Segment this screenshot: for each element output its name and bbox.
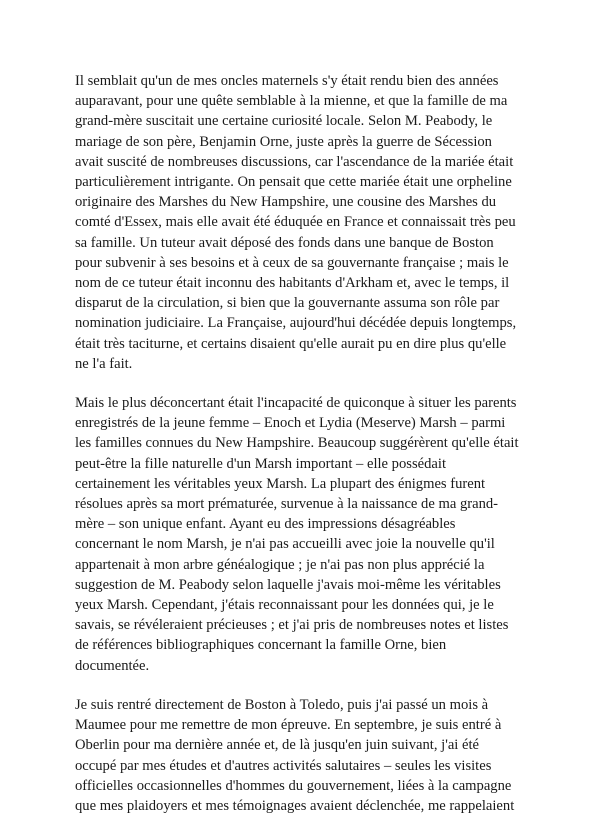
paragraph-2: Mais le plus déconcertant était l'incapacité de quiconque à situer les parents enregistrés de la jeune femme – Enoch et Lydia (Meserve) Marsh – parmi les familles connues du New Hampshire. Beaucoup suggérèrent qu'elle était peut-être la fille naturelle d'un Marsh important – elle possédait certainement les véritables yeux Marsh. La plupart des énigmes furent résolues après sa mort prématurée, survenue à la naissance de ma grand- mère – son unique enfant. Ayant eu des impressions désagréables concernant le nom Marsh, je n'ai pas accueilli avec joie la nouvelle qu'il appartenait à mon arbre généalogique ; je n'ai pas non plus apprécié la suggestion de M. Peabody selon laquelle j'avais moi-même les véritables yeux Marsh. Cependant, j'étais reconnaissant pour les données qui, je le savais, se révéleraient précieuses ; et j'ai pris de nombreuses notes et listes de références bibliographiques concernant la famille Orne, bien documentée.	[75, 395, 519, 674]
paragraph-1: Il semblait qu'un de mes oncles maternels s'y était rendu bien des années auparavant, pour une quête semblable à la mienne, et que la famille de ma grand-mère suscitait une certaine curiosité locale. Selon M. Peabody, le mariage de son père, Benjamin Orne, juste après la guerre de Sécession avait suscité de nombreuses discussions, car l'ascendance de la mariée était particulièrement intrigante. On pensait que cette mariée était une orpheline originaire des Marshes du New Hampshire, une cousine des Marshes du comté d'Essex, mais elle avait été éduquée en France et connaissait très peu sa famille. Un tuteur avait déposé des fonds dans une banque de Boston pour subvenir à ses besoins et à ceux de sa gouvernante française ; mais le nom de ce tuteur était inconnu des habitants d'Arkham et, avec le temps, il disparut de la circulation, si bien que la gouvernante assuma son rôle par nomination judiciaire. La Française, aujourd'hui décédée depuis longtemps, était très taciturne, et certains disaient qu'elle aurait pu en dire plus qu'elle ne l'a fait.	[75, 73, 517, 372]
document-page	[75, 71, 537, 835]
paragraph-3: Je suis rentré directement de Boston à Toledo, puis j'ai passé un mois à Maumee pour me remettre de mon épreuve. En septembre, je suis entré à Oberlin pour ma dernière année et, de là jusqu'en juin suivant, j'ai été occupé par mes études et d'autres activités salutaires – seules les visites officielles occasionnelles d'hommes du gouvernement, liées à la campagne que mes plaidoyers et mes témoignages avaient déclenchée, me rappelaient	[75, 696, 515, 814]
